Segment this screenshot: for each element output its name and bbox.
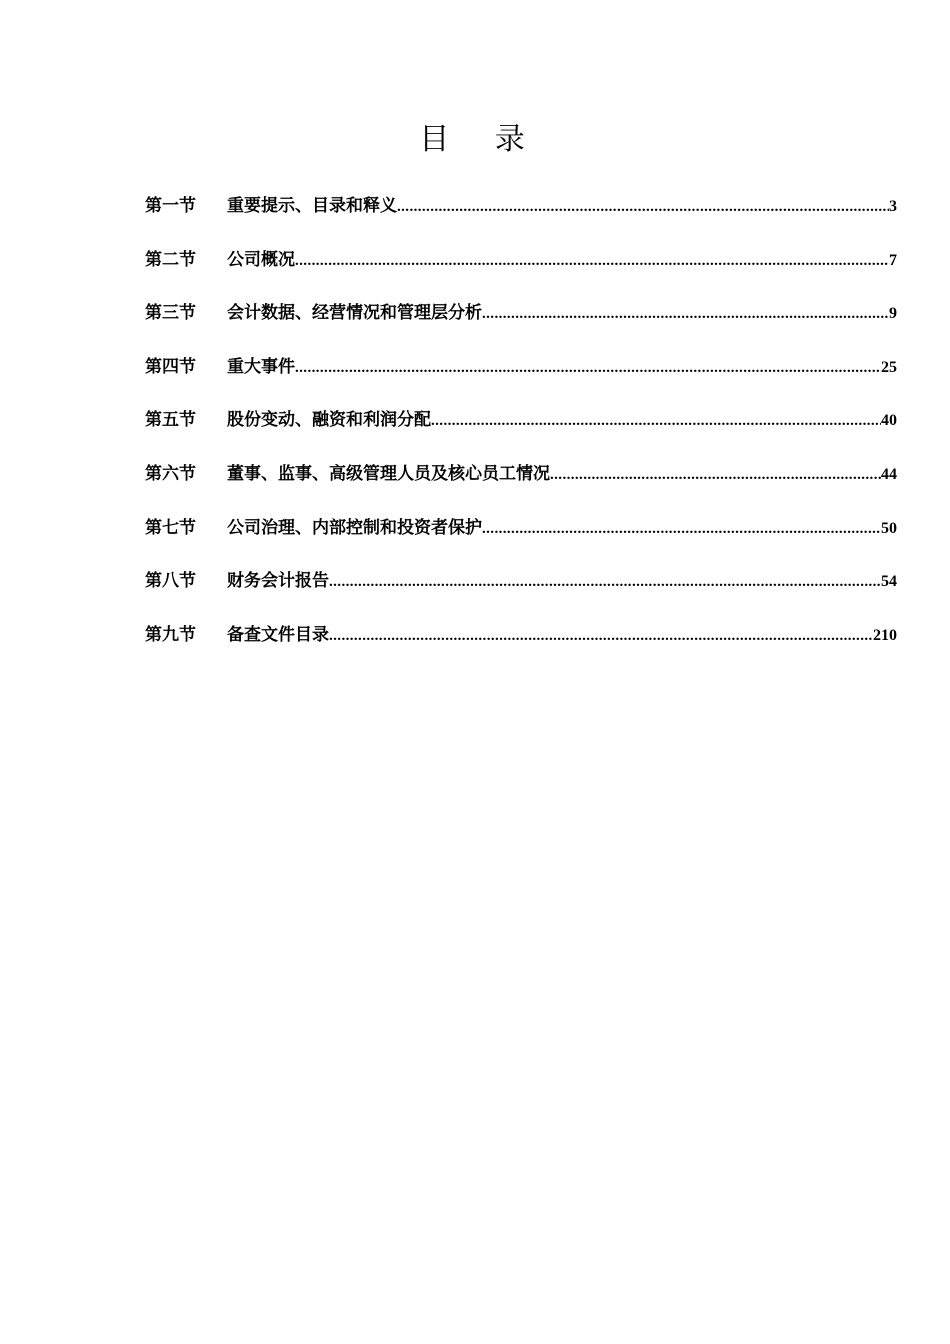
toc-dot-leader xyxy=(482,513,881,545)
toc-entry[interactable] xyxy=(145,458,897,512)
toc-entry[interactable] xyxy=(145,351,897,405)
toc-page-number: 54 xyxy=(881,573,897,591)
toc-section-number: 第一节 xyxy=(145,196,196,216)
toc-page-number: 25 xyxy=(881,358,897,376)
toc-section-title: 重大事件 xyxy=(227,356,295,377)
toc-dot-leader xyxy=(550,459,881,491)
toc-section-title: 会计数据、经营情况和管理层分析 xyxy=(227,303,482,324)
toc-entry[interactable] xyxy=(145,404,897,458)
toc-page-number: 210 xyxy=(873,626,897,644)
toc-page-number: 50 xyxy=(881,519,897,537)
page-title: 目 录 xyxy=(419,122,543,157)
toc-dot-leader xyxy=(329,620,873,652)
toc-section-title: 董事、监事、高级管理人员及核心员工情况 xyxy=(227,463,550,484)
toc-section-title: 重要提示、目录和释义 xyxy=(227,196,397,216)
toc-section-number: 第六节 xyxy=(145,463,196,484)
toc-dot-leader xyxy=(397,191,889,223)
toc-entry[interactable] xyxy=(145,190,897,244)
toc-section-number: 第二节 xyxy=(145,249,196,270)
toc-page-number: 9 xyxy=(889,305,897,323)
toc-section-number: 第九节 xyxy=(145,624,196,645)
toc-section-title: 公司概况 xyxy=(227,249,295,270)
toc-dot-leader xyxy=(431,405,881,437)
toc-entry[interactable] xyxy=(145,512,897,566)
toc-page-number: 40 xyxy=(881,412,897,430)
toc-entry[interactable] xyxy=(145,297,897,351)
toc-dot-leader xyxy=(482,298,889,330)
toc-section-number: 第三节 xyxy=(145,303,196,324)
toc-section-number: 第八节 xyxy=(145,571,196,592)
toc-page-number: 3 xyxy=(889,198,897,215)
toc-entry[interactable] xyxy=(145,244,897,298)
toc-dot-leader xyxy=(295,245,889,277)
toc-entry[interactable] xyxy=(145,565,897,619)
toc-page-number: 7 xyxy=(889,251,897,269)
toc-entry[interactable] xyxy=(145,619,897,673)
toc-section-number: 第五节 xyxy=(145,410,196,431)
toc-section-number: 第四节 xyxy=(145,356,196,377)
toc-section-title: 财务会计报告 xyxy=(227,571,329,592)
table-of-contents xyxy=(145,190,897,672)
toc-section-number: 第七节 xyxy=(145,517,196,538)
toc-dot-leader xyxy=(329,566,881,598)
toc-section-title: 股份变动、融资和利润分配 xyxy=(227,410,431,431)
toc-section-title: 公司治理、内部控制和投资者保护 xyxy=(227,517,482,538)
toc-page-number: 44 xyxy=(881,465,897,483)
toc-section-title: 备查文件目录 xyxy=(227,624,329,645)
toc-dot-leader xyxy=(295,352,881,384)
